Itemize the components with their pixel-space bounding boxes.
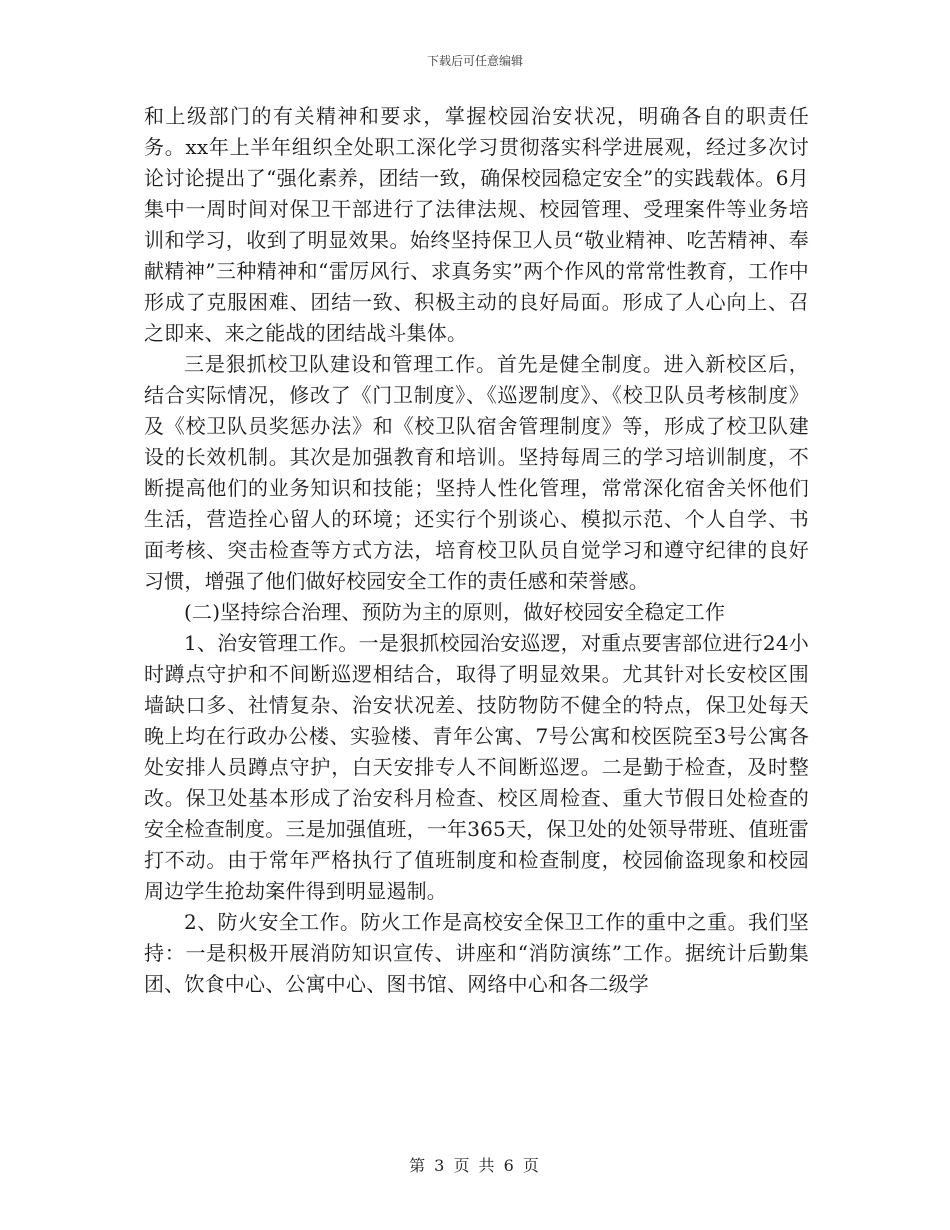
page-header: 下载后可任意编辑 — [426, 54, 523, 68]
paragraph-continuation: 和上级部门的有关精神和要求，掌握校园治安状况，明确各自的职责任务。xx年上半年组织全处职工深化学习贯彻落实科学进展观，经过多次讨论讨论提出了“强化素养，团结一致，确保校园稳定安全”的实践载体。6月集中一周时间对保卫干部进行了法律法规、校园管理、受理案件等业务培训和学习，收到了明显效果。始终坚持保卫人员“敬业精神、吃苦精神、奉献精神”三种精神和“雷厉风行、求真务实”两个作风的常常性教育，工作中形成了克服困难、团结一致、积极主动的良好局面。形成了人心向上、召之即来、来之能战的团结战斗集体。 — [144, 104, 809, 345]
paragraph-fire-safety: 2、防火安全工作。防火工作是高校安全保卫工作的重中之重。我们坚持：一是积极开展消防知识宣传、讲座和“消防演练”工作。据统计后勤集团、饮食中心、公寓中心、图书馆、网络中心和各二级学 — [144, 910, 809, 996]
document-body — [144, 101, 809, 1000]
page-footer: 第 3 页 共 6 页 — [409, 1156, 541, 1175]
paragraph-guard-team: 三是狠抓校卫队建设和管理工作。首先是健全制度。进入新校区后，结合实际情况，修改了《门卫制度》、《巡逻制度》、《校卫队员考核制度》及《校卫队员奖惩办法》和《校卫队宿舍管理制度》等，形成了校卫队建设的长效机制。其次是加强教育和培训。坚持每周三的学习培训制度，不断提高他们的业务知识和技能；坚持人性化管理，常常深化宿舍关怀他们生活，营造拴心留人的环境；还实行个别谈心、模拟示范、个人自学、书面考核、突击检查等方式方法，培育校卫队员自觉学习和遵守纪律的良好习惯，增强了他们做好校园安全工作的责任感和荣誉感。 — [144, 352, 809, 593]
section-heading: (二)坚持综合治理、预防为主的原则，做好校园安全稳定工作 — [184, 600, 726, 624]
paragraph-security-management: 1、治安管理工作。一是狠抓校园治安巡逻，对重点要害部位进行24小时蹲点守护和不间断巡逻相结合，取得了明显效果。尤其针对长安校区围墙缺口多、社情复杂、治安状况差、技防物防不健全的特点，保卫处每天晚上均在行政办公楼、实验楼、青年公寓、7号公寓和校医院至3号公寓各处安排人员蹲点守护，白天安排专人不间断巡逻。二是勤于检查，及时整改。保卫处基本形成了治安科月检查、校区周检查、重大节假日处检查的安全检查制度。三是加强值班，一年365天，保卫处的处领导带班、值班雷打不动。由于常年严格执行了值班制度和检查制度，校园偷盗现象和校园周边学生抢劫案件得到明显遏制。 — [144, 631, 809, 903]
